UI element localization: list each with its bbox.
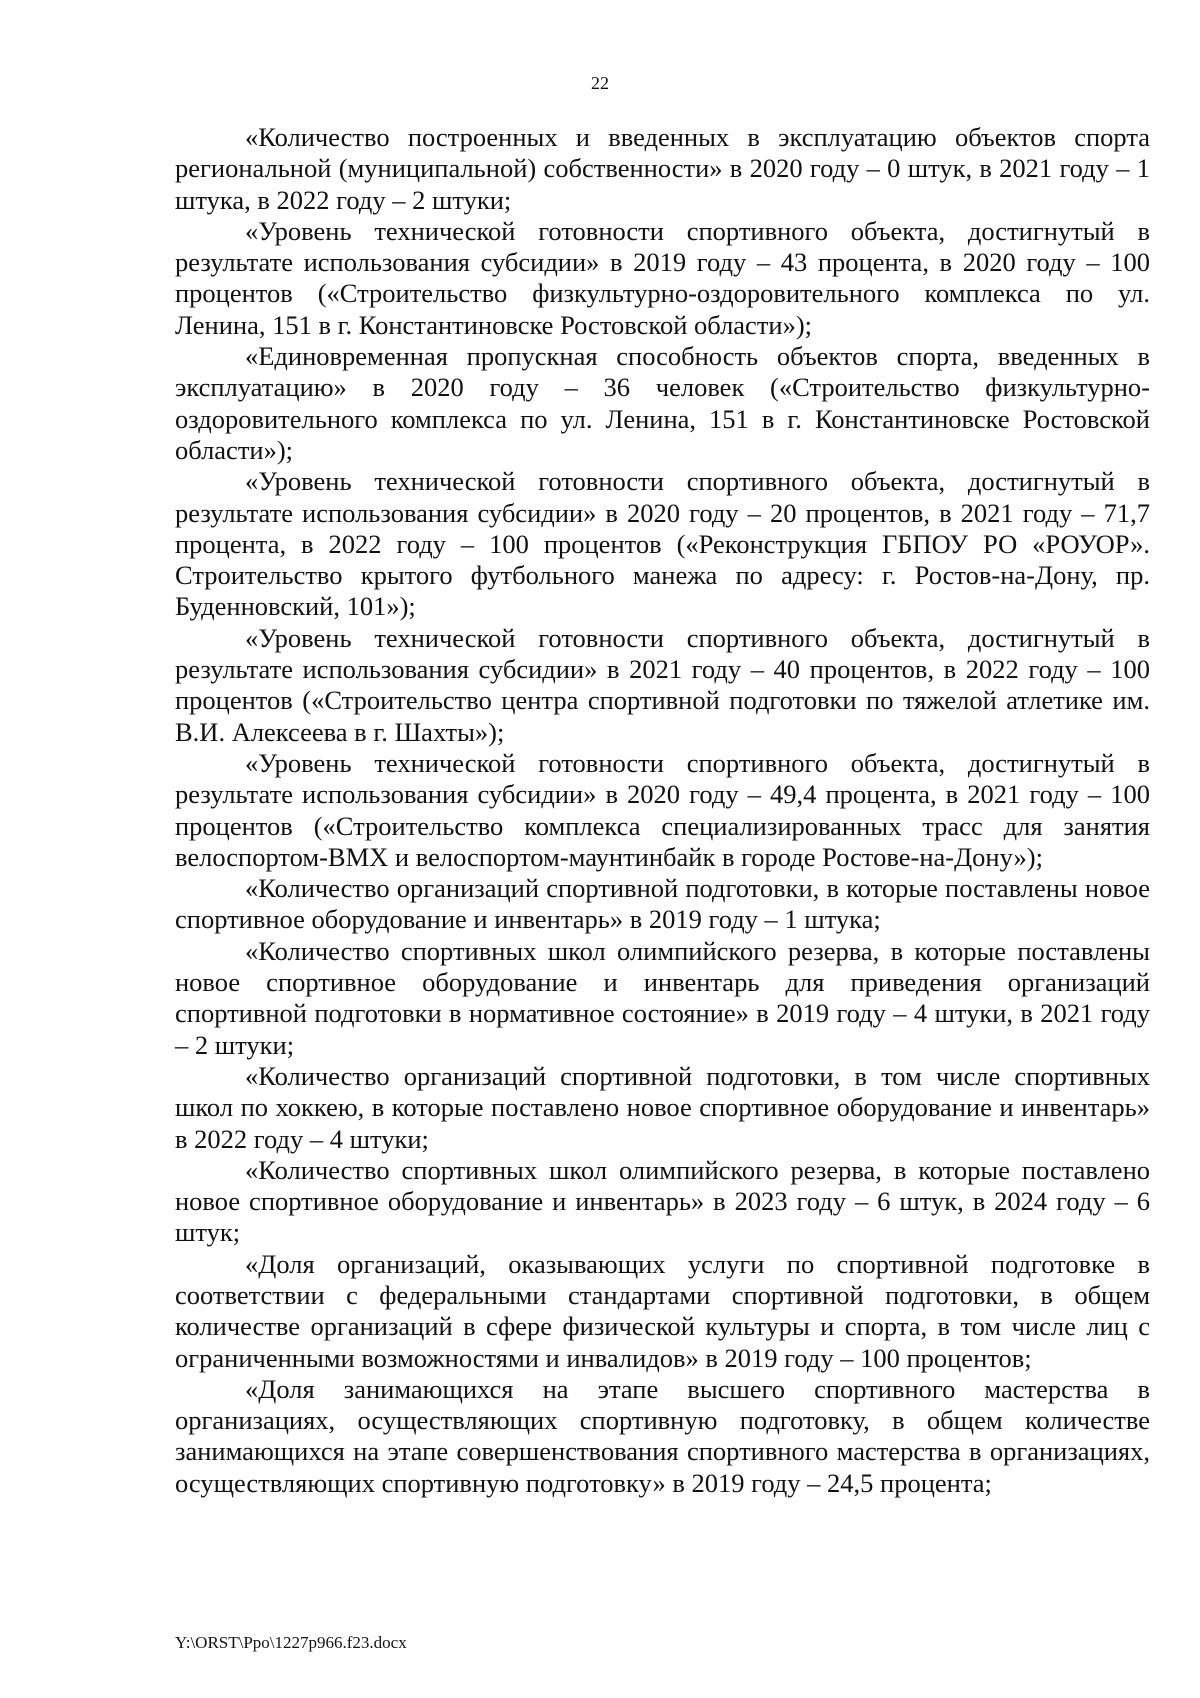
paragraph: «Уровень технической готовности спортивного объекта, достигнутый в результате использования субсидии» в 2020 году – 20 процентов, в 2021 году – 71,7 процента, в 2022 году – 100 процентов («Реконструкция ГБПОУ РО «РОУОР». Строительство крытого футбольного манежа по адресу: г. Ростов-на-Дону, пр. Буденновский, 101»); [175,466,1150,622]
document-body [175,122,1150,1499]
paragraph: «Количество организаций спортивной подготовки, в том числе спортивных школ по хоккею, в которые поставлено новое спортивное оборудование и инвентарь» в 2022 году – 4 штуки; [175,1060,1150,1154]
footer-file-path: Y:\ORST\Ppo\1227p966.f23.docx [175,1633,407,1652]
paragraph: «Уровень технической готовности спортивного объекта, достигнутый в результате использования субсидии» в 2020 году – 49,4 процента, в 2021 году – 100 процентов («Строительство комплекса специализированных трасс для занятия велоспортом-ВМХ и велоспортом-маунтинбайк в городе Ростове-на-Дону»); [175,747,1150,872]
paragraph: «Количество организаций спортивной подготовки, в которые поставлены новое спортивное оборудование и инвентарь» в 2019 году – 1 штука; [175,873,1150,935]
paragraph: «Уровень технической готовности спортивного объекта, достигнутый в результате использования субсидии» в 2019 году – 43 процента, в 2020 году – 100 процентов («Строительство физкультурно-оздоровительного комплекса по ул. Ленина, 151 в г. Константиновске Ростовской области»); [175,215,1150,340]
paragraph: «Количество спортивных школ олимпийского резерва, в которые поставлено новое спортивное оборудование и инвентарь» в 2023 году – 6 штук, в 2024 году – 6 штук; [175,1154,1150,1248]
paragraph: «Доля организаций, оказывающих услуги по спортивной подготовке в соответствии с федеральными стандартами спортивной подготовки, в общем количестве организаций в сфере физической культуры и спорта, в том числе лиц с ограниченными возможностями и инвалидов» в 2019 году – 100 процентов; [175,1248,1150,1373]
paragraph: «Единовременная пропускная способность объектов спорта, введенных в эксплуатацию» в 2020 году – 36 человек («Строительство физкультурно-оздоровительного комплекса по ул. Ленина, 151 в г. Константиновске Ростовской области»); [175,341,1150,465]
paragraph: «Уровень технической готовности спортивного объекта, достигнутый в результате использования субсидии» в 2021 году – 40 процентов, в 2022 году – 100 процентов («Строительство центра спортивной подготовки по тяжелой атлетике им. В.И. Алексеева в г. Шахты»); [175,622,1150,747]
page-number: 22 [591,73,609,93]
paragraph: «Количество построенных и введенных в эксплуатацию объектов спорта региональной (муниципальной) собственности» в 2020 году – 0 штук, в 2021 году – 1 штука, в 2022 году – 2 штуки; [175,122,1150,215]
paragraph: «Количество спортивных школ олимпийского резерва, в которые поставлены новое спортивное оборудование и инвентарь для приведения организаций спортивной подготовки в нормативное состояние» в 2019 году – 4 штуки, в 2021 году – 2 штуки; [175,935,1150,1060]
paragraph: «Доля занимающихся на этапе высшего спортивного мастерства в организациях, осуществляющих спортивную подготовку, в общем количестве занимающихся на этапе совершенствования спортивного мастерства в организациях, осуществляющих спортивную подготовку» в 2019 году – 24,5 процента; [175,1373,1150,1498]
